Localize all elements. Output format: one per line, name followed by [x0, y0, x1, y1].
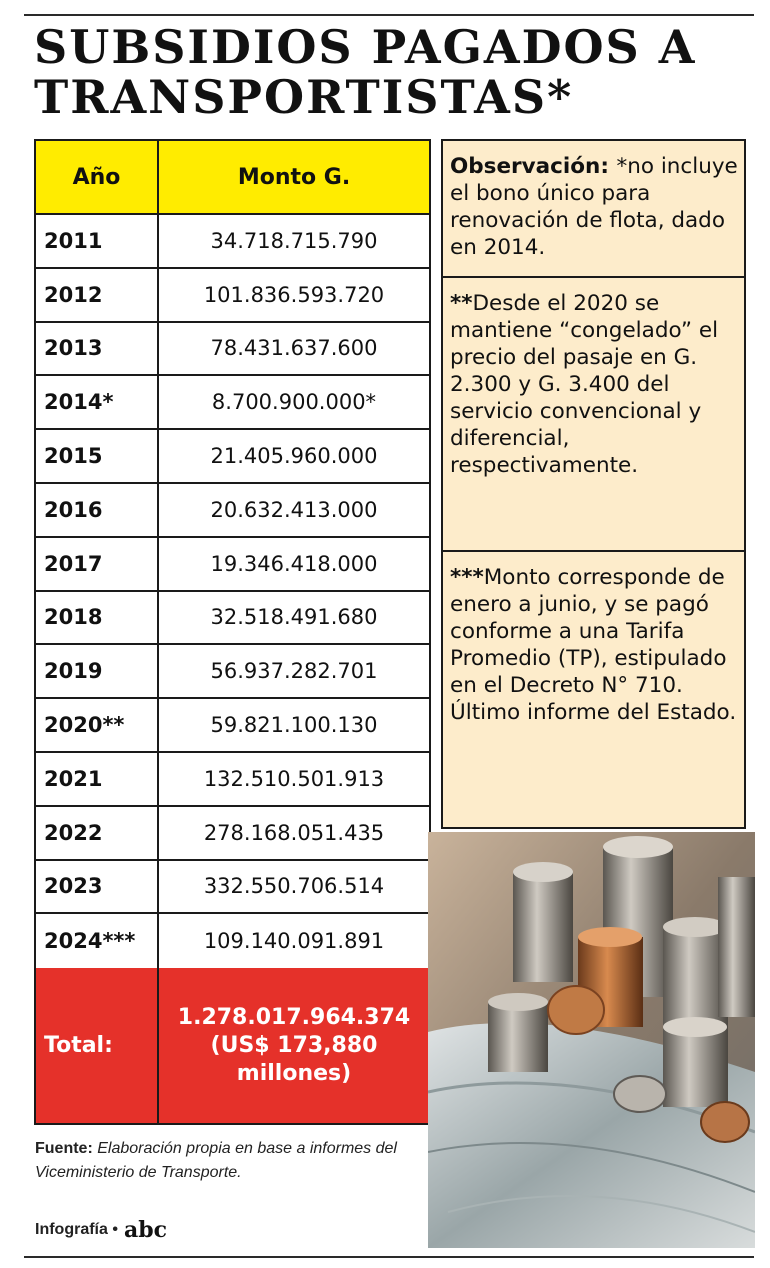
table-total-row	[36, 968, 429, 1123]
column-header-amount: Monto G.	[237, 164, 351, 190]
year-cell: 2016	[36, 484, 159, 536]
year-cell: 2020**	[36, 699, 159, 751]
year-cell: 2017	[36, 538, 159, 590]
year-cell: 2023	[36, 861, 159, 913]
total-usd-line2: millones)	[236, 1060, 352, 1086]
source-note	[35, 1137, 415, 1185]
note-2-label: **	[450, 291, 473, 316]
table-row	[36, 861, 429, 915]
amount-cell: 109.140.091.891	[203, 929, 385, 954]
table-row	[36, 538, 429, 592]
table-row	[36, 269, 429, 323]
amount-cell: 132.510.501.913	[203, 766, 385, 791]
table-row	[36, 699, 429, 753]
amount-cell: 19.346.418.000	[210, 551, 378, 576]
coins-money-photo	[428, 832, 755, 1248]
amount-cell: 101.836.593.720	[203, 282, 385, 307]
table-row	[36, 645, 429, 699]
amount-cell: 278.168.051.435	[203, 820, 385, 845]
year-cell: 2024***	[36, 914, 159, 968]
amount-cell: 20.632.413.000	[210, 497, 378, 522]
amount-cell: 8.700.900.000*	[211, 390, 377, 415]
table-row	[36, 376, 429, 430]
abc-logo	[124, 1219, 182, 1241]
note-2-text: Desde el 2020 se mantiene “congelado” el precio del pasaje en G. 2.300 y G. 3.400 del servicio convencional y diferencial, respectivamente.	[450, 291, 719, 478]
note-1-label: Observación:	[450, 154, 617, 179]
page-title: SUBSIDIOS PAGADOS A TRANSPORTISTAS*	[34, 20, 697, 124]
note-3-label: ***	[450, 565, 484, 590]
amount-cell: 21.405.960.000	[210, 444, 378, 469]
source-text: Elaboración propia en base a informes del Viceministerio de Transporte.	[35, 1140, 397, 1181]
amount-cell: 78.431.637.600	[210, 336, 378, 361]
table-row	[36, 753, 429, 807]
year-cell: 2019	[36, 645, 159, 697]
subsidies-table	[34, 139, 431, 1125]
table-row	[36, 215, 429, 269]
table-row	[36, 484, 429, 538]
bottom-divider	[24, 1256, 754, 1258]
note-2024-amount	[441, 550, 746, 829]
note-observacion	[441, 139, 746, 278]
amount-cell: 32.518.491.680	[210, 605, 378, 630]
amount-cell: 56.937.282.701	[210, 659, 378, 684]
year-cell: 2011	[36, 215, 159, 267]
total-usd-line1: (US$ 173,880	[210, 1032, 378, 1058]
table-row	[36, 592, 429, 646]
year-cell: 2013	[36, 323, 159, 375]
credit-line	[35, 1219, 182, 1241]
top-divider	[24, 14, 754, 16]
year-cell: 2015	[36, 430, 159, 482]
total-amount-cell	[159, 968, 429, 1123]
note-3-text: Monto corresponde de enero a junio, y se pagó conforme a una Tarifa Promedio (TP), estipulado en el Decreto N° 710. Último informe del Estado.	[450, 565, 737, 725]
year-cell: 2018	[36, 592, 159, 644]
column-header-year: Año	[36, 141, 159, 213]
total-label: Total:	[36, 968, 159, 1123]
amount-cell: 59.821.100.130	[210, 713, 378, 738]
amount-cell: 332.550.706.514	[203, 874, 385, 899]
table-header-row	[36, 141, 429, 215]
year-cell: 2014*	[36, 376, 159, 428]
table-row	[36, 914, 429, 968]
svg-text:abc: abc	[123, 1219, 167, 1241]
year-cell: 2012	[36, 269, 159, 321]
table-row	[36, 807, 429, 861]
total-amount: 1.278.017.964.374	[177, 1004, 411, 1030]
coins-illustration	[428, 832, 755, 1248]
year-cell: 2021	[36, 753, 159, 805]
table-row	[36, 323, 429, 377]
amount-cell: 34.718.715.790	[210, 228, 378, 253]
table-row	[36, 430, 429, 484]
source-label: Fuente:	[35, 1140, 98, 1157]
year-cell: 2022	[36, 807, 159, 859]
note-1-text: *no incluye el bono único para renovación de flota, dado en 2014.	[450, 154, 738, 260]
credit-label: Infografía •	[35, 1221, 118, 1238]
note-fare-frozen	[441, 276, 746, 552]
